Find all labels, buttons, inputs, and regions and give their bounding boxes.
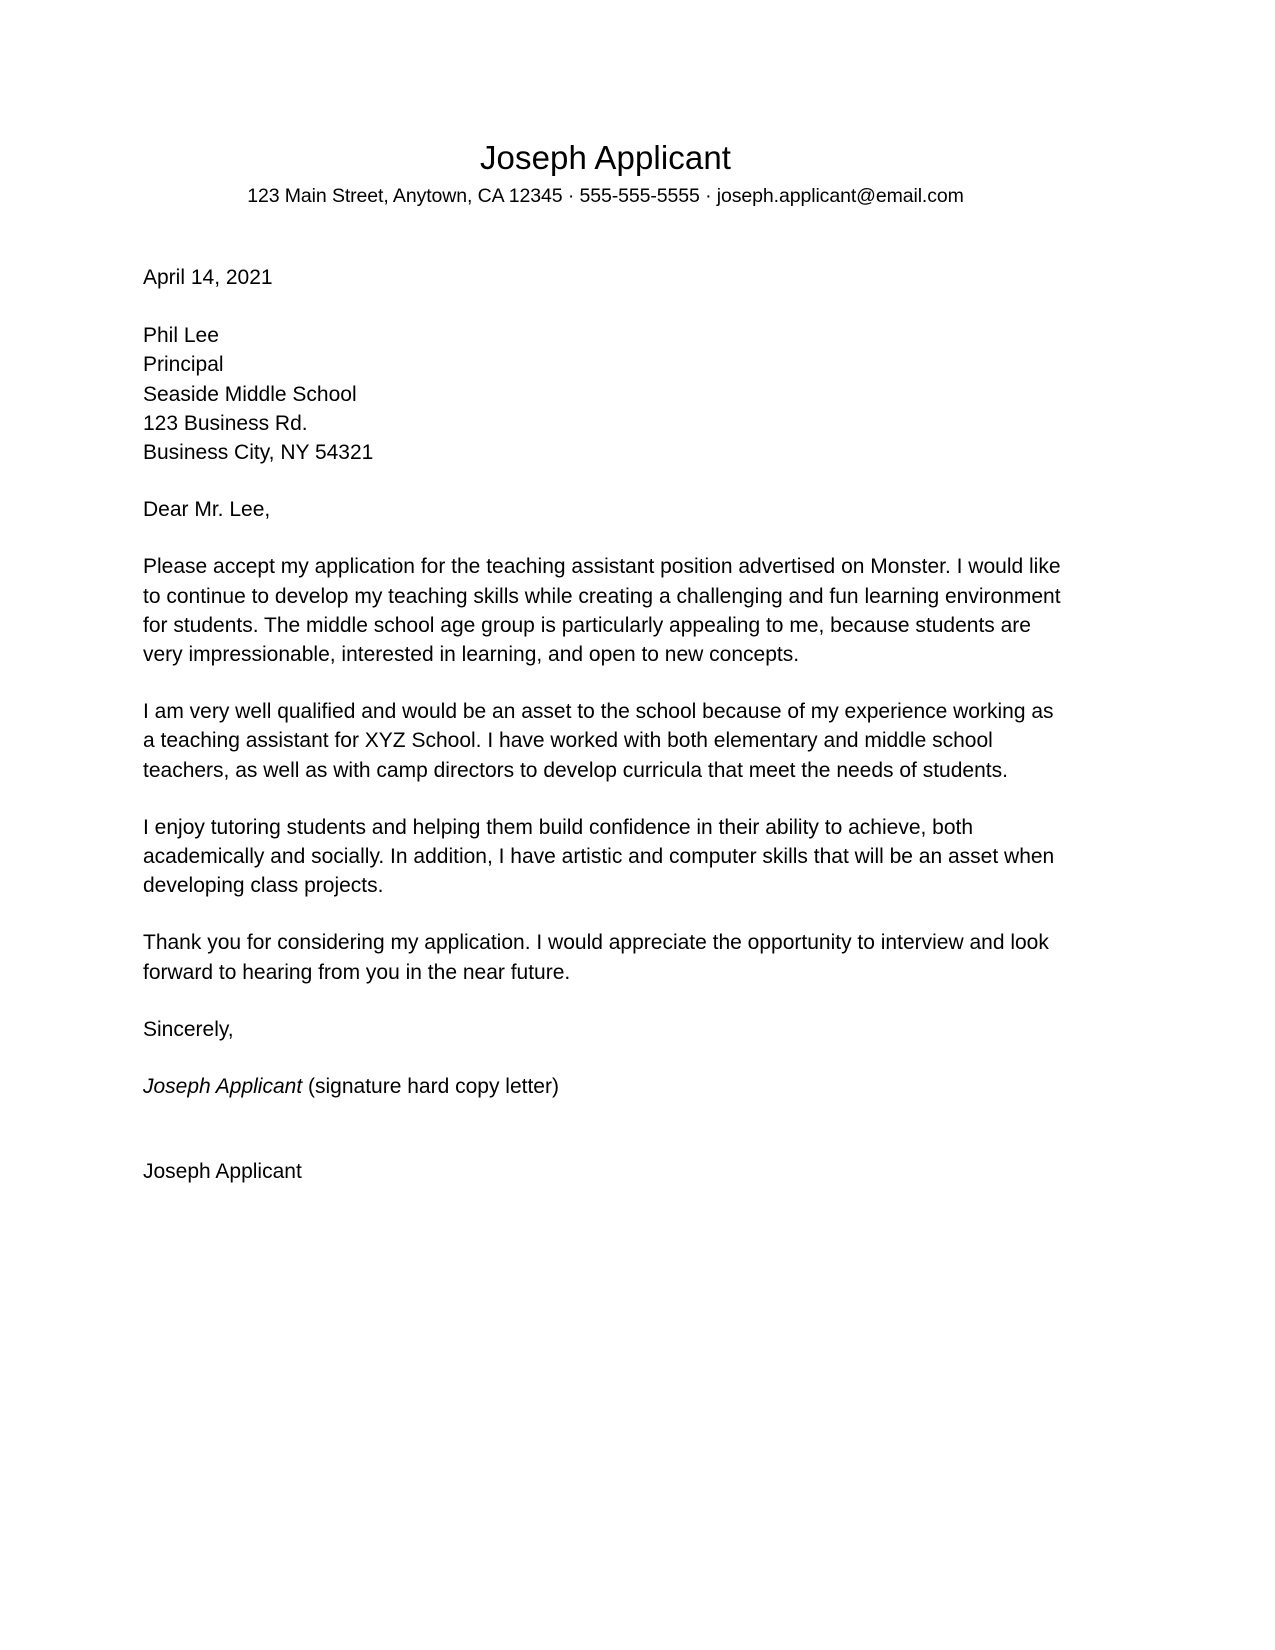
typed-sender-name: Joseph Applicant [143,1160,302,1184]
body-paragraph-4: Thank you for considering my application. I would appreciate the opportunity to interview and look forward to hearing from you in the near future. [143,931,1049,984]
recipient-address-block [143,292,1068,467]
recipient-name: Phil Lee [143,324,219,348]
recipient-street: 123 Business Rd. [143,411,308,435]
closing-line: Sincerely, [143,1017,234,1041]
letter-body [143,263,1068,1186]
letter-content [143,0,1068,1186]
sender-contact-line: 123 Main Street, Anytown, CA 12345 · 555-555-5555 · joseph.applicant@email.com [247,185,964,207]
body-paragraph-2: I am very well qualified and would be an asset to the school because of my experience working as a teaching assistant for XYZ School. I have worked with both elementary and middle school teachers, as well as with camp directors to develop curricula that meet the needs of students. [143,700,1054,782]
letter-date: April 14, 2021 [143,266,273,289]
recipient-city-state-zip: Business City, NY 54321 [143,441,374,465]
sender-name: Joseph Applicant [479,139,732,176]
salutation: Dear Mr. Lee, [143,498,271,522]
signature-note: (signature hard copy letter) [308,1075,559,1099]
letterhead [143,0,1068,209]
signature-line [143,1044,1068,1101]
recipient-organization: Seaside Middle School [143,382,357,406]
signature-name: Joseph Applicant [143,1075,303,1099]
body-paragraph-3: I enjoy tutoring students and helping them build confidence in their ability to achieve, both academically and socially. In addition, I have artistic and computer skills that will be an asset when developing class projects. [143,815,1055,898]
recipient-title: Principal [143,353,224,377]
body-paragraph-1: Please accept my application for the teaching assistant position advertised on Monster. I would like to continue to develop my teaching skills while creating a challenging and fun learning environment for students. The middle school age group is particularly appealing to me, because students are very impressionable, interested in learning, and open to new concepts. [143,555,1061,667]
